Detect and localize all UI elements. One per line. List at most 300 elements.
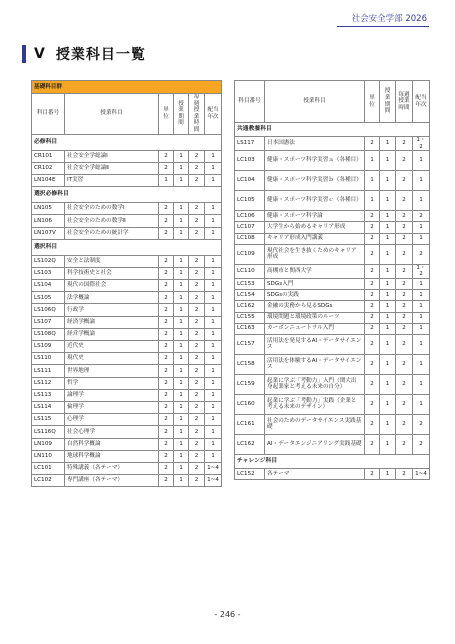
term: 1 bbox=[174, 414, 189, 426]
column-header-year: 配当年次 bbox=[205, 94, 222, 135]
table-row bbox=[235, 264, 430, 278]
course-name: 法学概論 bbox=[65, 292, 159, 304]
year: 1 bbox=[205, 215, 222, 227]
table-row bbox=[235, 334, 430, 354]
group-title: チャレンジ科目 bbox=[235, 454, 430, 468]
year: 1 bbox=[205, 401, 222, 413]
credits: 2 bbox=[159, 401, 174, 413]
term: 1 bbox=[174, 227, 189, 239]
credits: 2 bbox=[159, 304, 174, 316]
weekly-hours: 2 bbox=[189, 215, 205, 227]
table-row bbox=[32, 328, 222, 340]
course-name: 現代史 bbox=[65, 353, 159, 365]
course-name: 金融の実務から見るSDGs bbox=[265, 301, 365, 312]
year: 1 bbox=[205, 365, 222, 377]
course-code: LC106 bbox=[235, 211, 265, 222]
year: 1 bbox=[205, 150, 222, 162]
year: 1 bbox=[205, 414, 222, 426]
course-name: 社会安全学総論Ⅱ bbox=[65, 162, 159, 174]
table-header-row bbox=[32, 94, 222, 135]
course-code: LN106 bbox=[32, 215, 65, 227]
course-name: 行政学 bbox=[65, 304, 159, 316]
course-code: LC162 bbox=[235, 301, 265, 312]
term: 1 bbox=[380, 301, 396, 312]
table-row bbox=[235, 151, 430, 171]
term: 1 bbox=[174, 426, 189, 438]
table-row bbox=[32, 150, 222, 162]
weekly-hours: 2 bbox=[396, 468, 413, 479]
credits: 2 bbox=[365, 137, 380, 151]
table-row bbox=[32, 401, 222, 413]
course-name: 専門講座（各テーマ） bbox=[65, 475, 159, 487]
course-name: 活用法を体験するAI・データサイエンス bbox=[265, 354, 365, 374]
course-code: LN110 bbox=[32, 450, 65, 462]
year: 1 bbox=[205, 389, 222, 401]
year: 1 bbox=[413, 312, 430, 323]
section-accent-bar bbox=[22, 45, 26, 63]
course-name: 倫理学 bbox=[65, 401, 159, 413]
group-title: 必修科目 bbox=[32, 134, 222, 150]
credits: 2 bbox=[159, 280, 174, 292]
table-row bbox=[32, 267, 222, 279]
group-title: 共通教養科目 bbox=[235, 123, 430, 137]
column-header-credits: 単位 bbox=[365, 81, 380, 123]
weekly-hours: 2 bbox=[396, 414, 413, 434]
weekly-hours: 2 bbox=[189, 401, 205, 413]
course-code: LS116Q bbox=[32, 426, 65, 438]
credits: 2 bbox=[365, 244, 380, 264]
weekly-hours: 2 bbox=[396, 374, 413, 394]
table-row bbox=[32, 426, 222, 438]
course-code: LS115 bbox=[32, 414, 65, 426]
course-code: LC110 bbox=[235, 264, 265, 278]
course-code: LS109 bbox=[32, 341, 65, 353]
course-name: 経営学概論 bbox=[65, 328, 159, 340]
course-name: カーボンニュートラル入門 bbox=[265, 323, 365, 334]
year: 1 bbox=[413, 394, 430, 414]
year: 1 bbox=[205, 341, 222, 353]
credits: 2 bbox=[365, 290, 380, 301]
table-row bbox=[235, 323, 430, 334]
table-row bbox=[235, 137, 430, 151]
weekly-hours: 2 bbox=[189, 414, 205, 426]
weekly-hours: 2 bbox=[189, 353, 205, 365]
weekly-hours: 2 bbox=[189, 462, 205, 474]
weekly-hours: 2 bbox=[189, 174, 205, 186]
credits: 2 bbox=[159, 438, 174, 450]
weekly-hours: 2 bbox=[189, 450, 205, 462]
course-code: LC162 bbox=[235, 434, 265, 454]
term: 1 bbox=[174, 450, 189, 462]
year: 1 bbox=[205, 377, 222, 389]
course-code: LC102 bbox=[32, 475, 65, 487]
table-row bbox=[32, 450, 222, 462]
course-name: 起業に学ぶ「考動力」実践（企業と考える未来のデザイン） bbox=[265, 394, 365, 414]
course-name: 哲学 bbox=[65, 377, 159, 389]
course-code: LN107V bbox=[32, 227, 65, 239]
weekly-hours: 2 bbox=[396, 290, 413, 301]
table-row bbox=[32, 389, 222, 401]
course-code: CR102 bbox=[32, 162, 65, 174]
year: 1 bbox=[413, 323, 430, 334]
course-code: LC154 bbox=[235, 290, 265, 301]
term: 1 bbox=[174, 203, 189, 215]
table-row bbox=[32, 462, 222, 474]
group-title: 選択科目 bbox=[32, 239, 222, 255]
table-row bbox=[235, 394, 430, 414]
table-row bbox=[32, 280, 222, 292]
course-name: 社会のためのデータサイエンス実践基礎 bbox=[265, 414, 365, 434]
credits: 2 bbox=[159, 292, 174, 304]
year: 1 bbox=[413, 334, 430, 354]
table-row bbox=[235, 301, 430, 312]
column-header-term: 授業期間 bbox=[174, 94, 189, 135]
course-code: LC163 bbox=[235, 323, 265, 334]
course-code: LS106Q bbox=[32, 304, 65, 316]
course-code: LS110 bbox=[32, 353, 65, 365]
course-code: LS113 bbox=[32, 389, 65, 401]
term: 1 bbox=[380, 264, 396, 278]
term: 1 bbox=[174, 316, 189, 328]
year: 1~4 bbox=[205, 462, 222, 474]
credits: 2 bbox=[365, 222, 380, 233]
course-code: LN104E bbox=[32, 174, 65, 186]
credits: 2 bbox=[365, 354, 380, 374]
year: 1 bbox=[413, 191, 430, 211]
credits: 2 bbox=[365, 264, 380, 278]
term: 1 bbox=[380, 244, 396, 264]
term: 1 bbox=[174, 280, 189, 292]
table-row bbox=[32, 341, 222, 353]
course-code: LS117 bbox=[235, 137, 265, 151]
credits: 2 bbox=[365, 301, 380, 312]
course-name: 経済学概論 bbox=[65, 316, 159, 328]
credits: 2 bbox=[159, 377, 174, 389]
credits: 2 bbox=[159, 316, 174, 328]
term: 1 bbox=[174, 462, 189, 474]
term: 1 bbox=[380, 434, 396, 454]
credits: 2 bbox=[365, 394, 380, 414]
weekly-hours: 2 bbox=[189, 267, 205, 279]
term: 1 bbox=[380, 374, 396, 394]
weekly-hours: 2 bbox=[189, 426, 205, 438]
weekly-hours: 2 bbox=[189, 255, 205, 267]
term: 1 bbox=[174, 255, 189, 267]
term: 1 bbox=[380, 290, 396, 301]
term: 1 bbox=[174, 475, 189, 487]
course-name: 論理学 bbox=[65, 389, 159, 401]
table-row bbox=[235, 354, 430, 374]
year: 1 bbox=[205, 316, 222, 328]
year: 1・2 bbox=[413, 264, 430, 278]
credits: 2 bbox=[159, 353, 174, 365]
table-row bbox=[32, 304, 222, 316]
course-name: 社会安全のための数学Ⅰ bbox=[65, 203, 159, 215]
credits: 2 bbox=[159, 389, 174, 401]
term: 1 bbox=[380, 211, 396, 222]
course-code: LC101 bbox=[32, 462, 65, 474]
column-header-name: 授業科目 bbox=[265, 81, 365, 123]
weekly-hours: 2 bbox=[189, 150, 205, 162]
table-row bbox=[235, 374, 430, 394]
table-row bbox=[235, 312, 430, 323]
year: 1 bbox=[205, 280, 222, 292]
course-name: AI・データエンジニアリング実践基礎 bbox=[265, 434, 365, 454]
year: 1 bbox=[205, 438, 222, 450]
year: 2 bbox=[413, 244, 430, 264]
course-name: 科学技術史と社会 bbox=[65, 267, 159, 279]
credits: 2 bbox=[365, 323, 380, 334]
year: 1~4 bbox=[205, 475, 222, 487]
course-name: 健康・スポーツ科学論 bbox=[265, 211, 365, 222]
credits: 2 bbox=[159, 414, 174, 426]
course-code: LC109 bbox=[235, 244, 265, 264]
weekly-hours: 2 bbox=[396, 171, 413, 191]
category-title: 基礎科目群 bbox=[32, 81, 222, 94]
weekly-hours: 2 bbox=[396, 312, 413, 323]
table-row bbox=[235, 290, 430, 301]
credits: 2 bbox=[159, 475, 174, 487]
term: 1 bbox=[380, 191, 396, 211]
column-header-credits: 単位 bbox=[159, 94, 174, 135]
year: 2 bbox=[413, 211, 430, 222]
weekly-hours: 2 bbox=[189, 280, 205, 292]
weekly-hours: 2 bbox=[189, 341, 205, 353]
weekly-hours: 2 bbox=[189, 475, 205, 487]
table-row bbox=[235, 191, 430, 211]
course-code: LC107 bbox=[235, 222, 265, 233]
term: 1 bbox=[174, 389, 189, 401]
table-row bbox=[32, 174, 222, 186]
table-row bbox=[32, 438, 222, 450]
course-name: 健康・スポーツ科学実習ａ（各種目） bbox=[265, 151, 365, 171]
table-row bbox=[235, 222, 430, 233]
term: 1 bbox=[174, 174, 189, 186]
course-code: LS107 bbox=[32, 316, 65, 328]
credits: 2 bbox=[159, 426, 174, 438]
weekly-hours: 2 bbox=[396, 244, 413, 264]
weekly-hours: 2 bbox=[189, 227, 205, 239]
year: 1~4 bbox=[413, 468, 430, 479]
course-name: 大学生から始めるキャリア形成 bbox=[265, 222, 365, 233]
group-row bbox=[32, 239, 222, 255]
credits: 1 bbox=[159, 174, 174, 186]
course-code: LS103 bbox=[32, 267, 65, 279]
table-row bbox=[32, 475, 222, 487]
table-row bbox=[32, 292, 222, 304]
weekly-hours: 2 bbox=[189, 316, 205, 328]
course-code: LC159 bbox=[235, 374, 265, 394]
weekly-hours: 2 bbox=[189, 365, 205, 377]
term: 1 bbox=[174, 292, 189, 304]
course-name: 活用法を発見するAI・データサイエンス bbox=[265, 334, 365, 354]
term: 1 bbox=[174, 215, 189, 227]
weekly-hours: 2 bbox=[396, 137, 413, 151]
term: 1 bbox=[174, 328, 189, 340]
table-row bbox=[32, 365, 222, 377]
course-name: キャリア形成入門講義 bbox=[265, 233, 365, 244]
term: 1 bbox=[380, 137, 396, 151]
credits: 2 bbox=[159, 150, 174, 162]
term: 1 bbox=[380, 354, 396, 374]
year: 1 bbox=[205, 255, 222, 267]
term: 1 bbox=[380, 323, 396, 334]
course-code: LS111 bbox=[32, 365, 65, 377]
column-header-hours: 毎週授業時間 bbox=[396, 81, 413, 123]
course-code: LN109 bbox=[32, 438, 65, 450]
group-row bbox=[235, 123, 430, 137]
year: 1 bbox=[205, 292, 222, 304]
credits: 1 bbox=[365, 191, 380, 211]
course-name: 社会安全のための統計学 bbox=[65, 227, 159, 239]
table-row bbox=[235, 171, 430, 191]
course-code: LS114 bbox=[32, 401, 65, 413]
year: 1 bbox=[205, 174, 222, 186]
course-name: IT実習 bbox=[65, 174, 159, 186]
term: 1 bbox=[380, 312, 396, 323]
term: 1 bbox=[174, 365, 189, 377]
weekly-hours: 2 bbox=[396, 211, 413, 222]
weekly-hours: 2 bbox=[189, 377, 205, 389]
credits: 2 bbox=[365, 374, 380, 394]
column-header-code: 科目番号 bbox=[235, 81, 265, 123]
term: 1 bbox=[380, 222, 396, 233]
course-name: 現代社会を生き抜くためのキャリア形成 bbox=[265, 244, 365, 264]
weekly-hours: 2 bbox=[189, 292, 205, 304]
course-code: LS108Q bbox=[32, 328, 65, 340]
course-code: LC153 bbox=[235, 278, 265, 289]
term: 1 bbox=[380, 278, 396, 289]
column-header-hours: 毎週授業時間 bbox=[189, 94, 205, 135]
year: 1 bbox=[205, 203, 222, 215]
course-code: LC161 bbox=[235, 414, 265, 434]
course-name: SDGs入門 bbox=[265, 278, 365, 289]
year: 1 bbox=[413, 354, 430, 374]
year: 1 bbox=[413, 151, 430, 171]
course-name: 近代史 bbox=[65, 341, 159, 353]
credits: 2 bbox=[365, 233, 380, 244]
weekly-hours: 2 bbox=[189, 203, 205, 215]
credits: 2 bbox=[159, 255, 174, 267]
credits: 2 bbox=[365, 278, 380, 289]
credits: 2 bbox=[159, 215, 174, 227]
table-row bbox=[235, 211, 430, 222]
year: 1 bbox=[205, 227, 222, 239]
table-row bbox=[32, 255, 222, 267]
year: 2 bbox=[413, 414, 430, 434]
course-code: LC103 bbox=[235, 151, 265, 171]
credits: 1 bbox=[365, 171, 380, 191]
credits: 2 bbox=[365, 211, 380, 222]
weekly-hours: 2 bbox=[189, 438, 205, 450]
year: 1 bbox=[413, 171, 430, 191]
term: 1 bbox=[380, 171, 396, 191]
credits: 2 bbox=[159, 328, 174, 340]
course-name: 世界地理 bbox=[65, 365, 159, 377]
course-name: 環境問題と環境政策のルーツ bbox=[265, 312, 365, 323]
course-code: LS102Q bbox=[32, 255, 65, 267]
course-code: LC155 bbox=[235, 312, 265, 323]
credits: 2 bbox=[159, 203, 174, 215]
year: 1 bbox=[413, 233, 430, 244]
course-name: 起業に学ぶ「考動力」入門（関大出身起業家と考える未来の自分） bbox=[265, 374, 365, 394]
weekly-hours: 2 bbox=[189, 389, 205, 401]
table-row bbox=[32, 215, 222, 227]
weekly-hours: 2 bbox=[396, 394, 413, 414]
weekly-hours: 2 bbox=[189, 162, 205, 174]
table-row bbox=[32, 353, 222, 365]
course-code: CR101 bbox=[32, 150, 65, 162]
course-code: LC108 bbox=[235, 233, 265, 244]
year: 1 bbox=[205, 267, 222, 279]
credits: 2 bbox=[159, 462, 174, 474]
weekly-hours: 2 bbox=[396, 323, 413, 334]
credits: 2 bbox=[365, 434, 380, 454]
year: 1 bbox=[205, 426, 222, 438]
table-row bbox=[32, 377, 222, 389]
course-name: 現代の国際社会 bbox=[65, 280, 159, 292]
course-name: SDGsの実践 bbox=[265, 290, 365, 301]
table-row bbox=[32, 316, 222, 328]
weekly-hours: 2 bbox=[396, 264, 413, 278]
term: 1 bbox=[174, 267, 189, 279]
year: 1 bbox=[205, 353, 222, 365]
course-name: 心理学 bbox=[65, 414, 159, 426]
weekly-hours: 2 bbox=[189, 304, 205, 316]
page-number: - 246 - bbox=[214, 610, 241, 619]
course-code: LC105 bbox=[235, 191, 265, 211]
course-name: 日本国憲法 bbox=[265, 137, 365, 151]
term: 1 bbox=[380, 394, 396, 414]
credits: 2 bbox=[365, 468, 380, 479]
course-name: 社会心理学 bbox=[65, 426, 159, 438]
term: 1 bbox=[380, 414, 396, 434]
table-row bbox=[235, 434, 430, 454]
course-code: LC158 bbox=[235, 354, 265, 374]
table-row bbox=[32, 162, 222, 174]
year: 1・2 bbox=[413, 137, 430, 151]
term: 1 bbox=[380, 334, 396, 354]
group-row bbox=[32, 187, 222, 203]
weekly-hours: 2 bbox=[396, 191, 413, 211]
weekly-hours: 2 bbox=[396, 301, 413, 312]
course-table-left bbox=[31, 80, 222, 487]
weekly-hours: 2 bbox=[396, 354, 413, 374]
credits: 2 bbox=[365, 312, 380, 323]
column-header-code: 科目番号 bbox=[32, 94, 65, 135]
faculty-year-label: 社会安全学部 2026 bbox=[337, 12, 429, 27]
weekly-hours: 2 bbox=[396, 434, 413, 454]
term: 1 bbox=[380, 468, 396, 479]
table-row bbox=[235, 468, 430, 479]
credits: 2 bbox=[159, 227, 174, 239]
year: 1 bbox=[413, 222, 430, 233]
course-name: 自然科学概論 bbox=[65, 438, 159, 450]
year: 1 bbox=[413, 301, 430, 312]
weekly-hours: 2 bbox=[396, 334, 413, 354]
group-row bbox=[32, 134, 222, 150]
credits: 2 bbox=[159, 450, 174, 462]
course-code: LC104 bbox=[235, 171, 265, 191]
term: 1 bbox=[174, 401, 189, 413]
year: 1 bbox=[205, 162, 222, 174]
column-header-name: 授業科目 bbox=[65, 94, 159, 135]
table-row bbox=[32, 227, 222, 239]
course-name: 各テーマ bbox=[265, 468, 365, 479]
term: 1 bbox=[174, 353, 189, 365]
term: 1 bbox=[174, 341, 189, 353]
course-name: 高槻市と関西大学 bbox=[265, 264, 365, 278]
